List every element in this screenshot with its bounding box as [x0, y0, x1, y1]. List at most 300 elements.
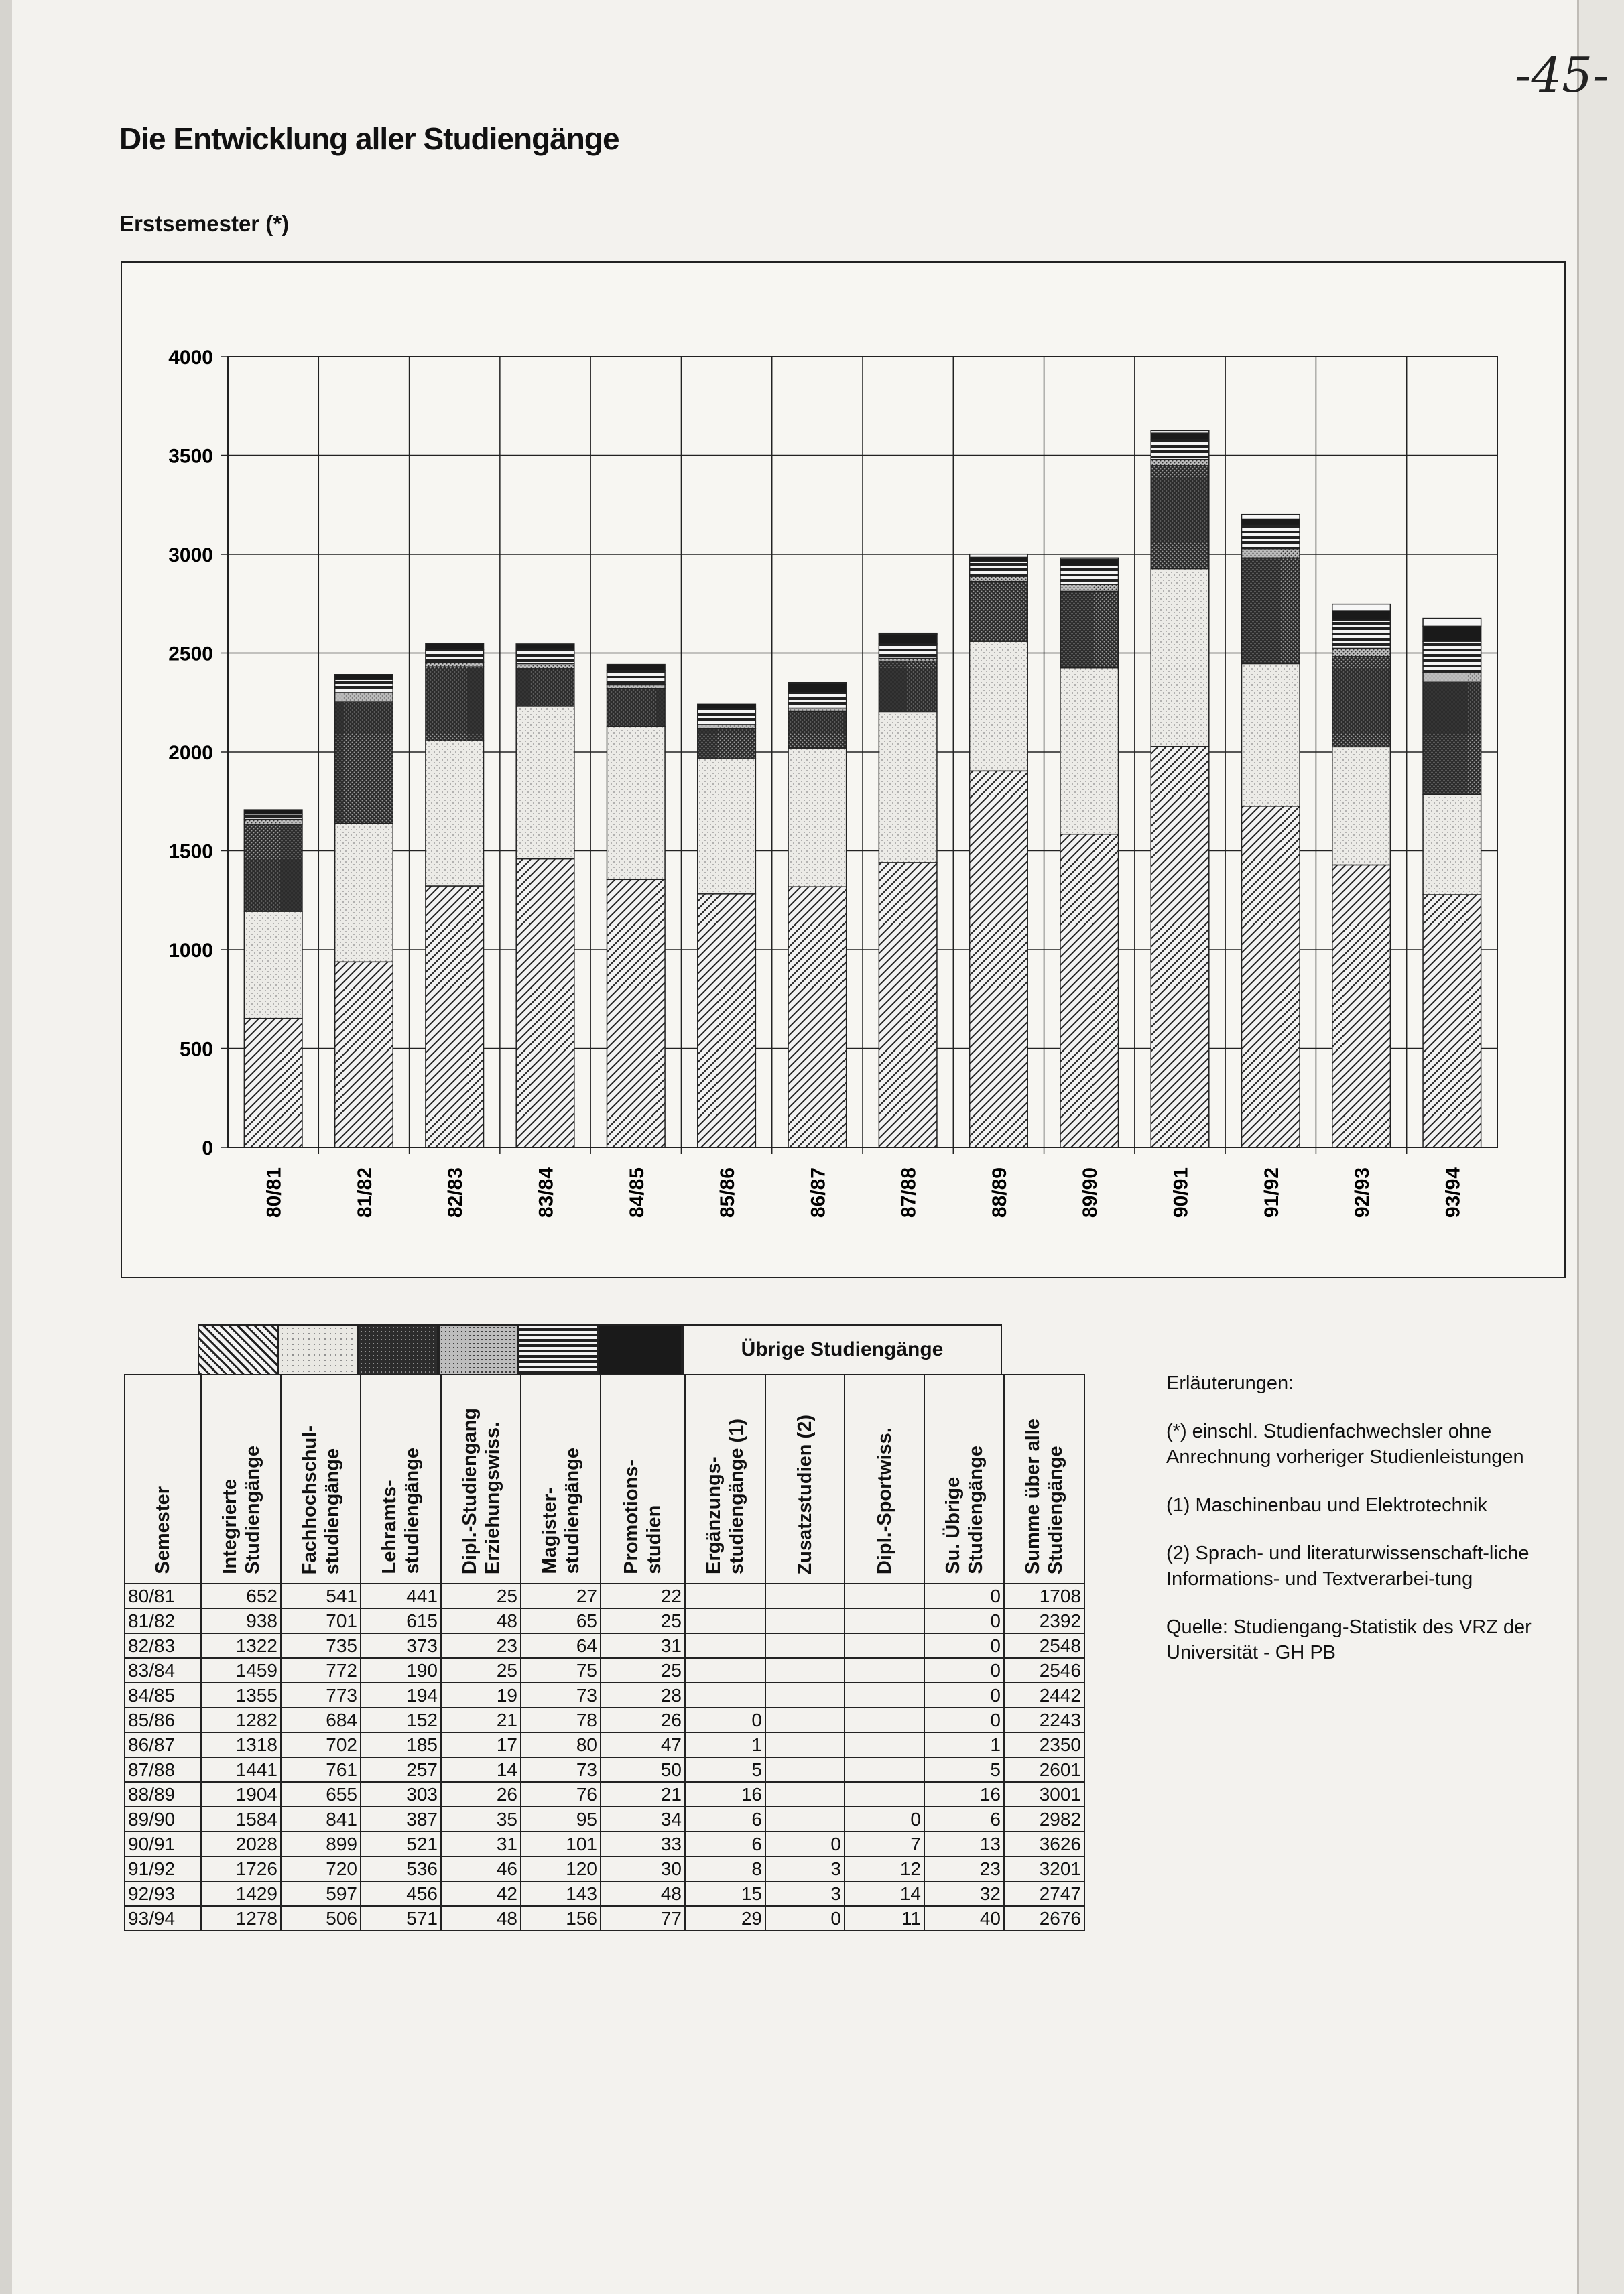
bar-segment — [335, 962, 393, 1147]
y-tick-label: 4000 — [168, 346, 213, 369]
table-row — [125, 1708, 1084, 1732]
bar-segment — [1151, 747, 1209, 1147]
table-cell: 2747 — [1004, 1881, 1084, 1906]
table-cell: 101 — [521, 1832, 601, 1856]
x-tick-label: 89/90 — [1079, 1167, 1102, 1218]
table-cell: 456 — [361, 1881, 441, 1906]
bar-segment — [788, 692, 847, 708]
bar-segment — [516, 706, 574, 859]
bar-segment — [1151, 430, 1209, 433]
bar-segment — [516, 859, 574, 1147]
table-cell: 78 — [521, 1708, 601, 1732]
bar-segment — [516, 649, 574, 663]
table-cell: 15 — [685, 1881, 765, 1906]
bar-segment — [970, 562, 1028, 576]
chart-frame — [121, 261, 1566, 1278]
table-cell: 257 — [361, 1757, 441, 1782]
legend-swatch-lehramt — [358, 1324, 438, 1375]
bar-segment — [1151, 569, 1209, 747]
table-cell — [765, 1708, 845, 1732]
table-cell: 1429 — [201, 1881, 281, 1906]
legend-uebrige-studiengaenge: Übrige Studiengänge — [682, 1324, 1002, 1375]
note-source: Quelle: Studiengang-Statistik des VRZ der Universität - GH PB — [1166, 1616, 1532, 1663]
bar-segment — [788, 712, 847, 749]
table-cell: 735 — [281, 1633, 361, 1658]
bar-segment — [335, 680, 393, 692]
table-cell: 1441 — [201, 1757, 281, 1782]
bar-segment — [1332, 611, 1391, 620]
table-cell: 14 — [441, 1757, 521, 1782]
table-cell: 5 — [924, 1757, 1004, 1782]
table-cell: 25 — [441, 1584, 521, 1608]
header-sportwiss: Dipl.-Sportwiss. — [845, 1375, 924, 1584]
bar-segment — [607, 879, 665, 1147]
legend-swatch-integrierte — [198, 1324, 278, 1375]
table-cell: 2243 — [1004, 1708, 1084, 1732]
table-row — [125, 1782, 1084, 1807]
bar-segment — [1060, 566, 1119, 584]
data-table — [124, 1374, 1085, 1931]
header-lehramt: Lehramts- studiengänge — [361, 1375, 441, 1584]
bar-segment — [426, 643, 484, 649]
table-cell: 684 — [281, 1708, 361, 1732]
table-cell: 5 — [685, 1757, 765, 1782]
table-cell: 0 — [765, 1832, 845, 1856]
table-cell: 899 — [281, 1832, 361, 1856]
bar-segment — [516, 644, 574, 649]
table-cell-semester: 92/93 — [125, 1881, 201, 1906]
table-cell: 720 — [281, 1856, 361, 1881]
x-tick-label: 83/84 — [535, 1167, 558, 1218]
table-cell: 441 — [361, 1584, 441, 1608]
table-cell: 1584 — [201, 1807, 281, 1832]
bar-segment — [516, 663, 574, 668]
table-cell: 50 — [601, 1757, 685, 1782]
table-cell: 938 — [201, 1608, 281, 1633]
table-cell — [765, 1584, 845, 1608]
table-cell — [845, 1757, 924, 1782]
y-tick-label: 2000 — [168, 742, 213, 764]
table-cell: 1904 — [201, 1782, 281, 1807]
legend-swatch-erziehungswiss — [438, 1324, 518, 1375]
x-tick-label: 81/82 — [353, 1167, 376, 1218]
bar-segment — [970, 576, 1028, 582]
bar-segment — [698, 724, 756, 728]
table-cell: 0 — [765, 1906, 845, 1931]
bar-segment — [335, 692, 393, 702]
bar-segment — [1060, 834, 1119, 1147]
bar-segment — [879, 712, 937, 862]
table-cell — [845, 1584, 924, 1608]
table-cell-semester: 83/84 — [125, 1658, 201, 1683]
bar-segment — [1060, 591, 1119, 667]
table-cell: 73 — [521, 1757, 601, 1782]
chart-grid — [221, 357, 1497, 1154]
table-cell: 190 — [361, 1658, 441, 1683]
table-cell: 65 — [521, 1608, 601, 1633]
table-cell: 23 — [441, 1633, 521, 1658]
table-cell: 841 — [281, 1807, 361, 1832]
bar-segment — [1060, 584, 1119, 591]
legend-swatch-promotion — [598, 1324, 682, 1375]
table-cell: 3201 — [1004, 1856, 1084, 1881]
table-cell: 0 — [924, 1584, 1004, 1608]
table-cell-semester: 91/92 — [125, 1856, 201, 1881]
table-cell: 1355 — [201, 1683, 281, 1708]
table-cell: 156 — [521, 1906, 601, 1931]
bar-segment — [1151, 440, 1209, 460]
bar-segment — [698, 728, 756, 759]
table-row — [125, 1807, 1084, 1832]
x-tick-label: 88/89 — [988, 1167, 1011, 1218]
bar-segment — [1241, 806, 1300, 1147]
table-row — [125, 1584, 1084, 1608]
table-cell: 185 — [361, 1732, 441, 1757]
table-cell: 303 — [361, 1782, 441, 1807]
table-cell: 21 — [601, 1782, 685, 1807]
table-cell: 42 — [441, 1881, 521, 1906]
table-cell: 0 — [924, 1683, 1004, 1708]
bar-segment — [426, 741, 484, 886]
table-cell: 0 — [924, 1658, 1004, 1683]
x-tick-label: 91/92 — [1260, 1167, 1283, 1218]
table-cell: 120 — [521, 1856, 601, 1881]
header-summe: Summe über alle Studiengänge — [1004, 1375, 1084, 1584]
header-erziehungswiss: Dipl.-Studiengang Erziehungswiss. — [441, 1375, 521, 1584]
table-cell — [845, 1658, 924, 1683]
notes — [1166, 1371, 1542, 1688]
table-body — [125, 1584, 1084, 1931]
table-cell: 3626 — [1004, 1832, 1084, 1856]
bar-segment — [1332, 747, 1391, 865]
bar-segment — [788, 887, 847, 1147]
header-magister: Magister- studiengänge — [521, 1375, 601, 1584]
y-tick-label: 0 — [202, 1137, 213, 1159]
legend-swatch-magister — [518, 1324, 598, 1375]
table-cell: 536 — [361, 1856, 441, 1881]
table-cell: 35 — [441, 1807, 521, 1832]
bar-segment — [1151, 460, 1209, 466]
bar-segment — [1332, 620, 1391, 648]
bar-segment — [698, 894, 756, 1147]
bar-segment — [788, 683, 847, 692]
table-cell: 6 — [685, 1832, 765, 1856]
bar-segment — [879, 633, 937, 634]
table-cell: 6 — [685, 1807, 765, 1832]
y-axis — [168, 346, 213, 1159]
bar-segment — [1332, 865, 1391, 1147]
note-2: (2) Sprach- und literaturwissenschaft-liche Informations- und Textverarbei-tung — [1166, 1543, 1529, 1590]
table-cell: 27 — [521, 1584, 601, 1608]
table-row — [125, 1856, 1084, 1881]
x-tick-label: 86/87 — [807, 1167, 830, 1218]
bar-segment — [970, 554, 1028, 558]
bar-segment — [1423, 672, 1481, 682]
bar-segment — [788, 708, 847, 712]
table-cell: 21 — [441, 1708, 521, 1732]
x-tick-label: 92/93 — [1351, 1167, 1374, 1218]
table-cell: 33 — [601, 1832, 685, 1856]
note-star: (*) einschl. Studienfachwechsler ohne Anrechnung vorheriger Studienleistungen — [1166, 1421, 1524, 1468]
table-cell — [845, 1633, 924, 1658]
table-cell: 95 — [521, 1807, 601, 1832]
bar-segment — [879, 863, 937, 1147]
bar-segment — [879, 661, 937, 712]
table-cell-semester: 86/87 — [125, 1732, 201, 1757]
header-su-uebrige: Su. Übrige Studiengänge — [924, 1375, 1004, 1584]
bar-segment — [244, 810, 302, 814]
table-cell: 77 — [601, 1906, 685, 1931]
table-cell: 47 — [601, 1732, 685, 1757]
table-cell: 48 — [601, 1881, 685, 1906]
bar-segment — [1423, 895, 1481, 1147]
table-cell: 143 — [521, 1881, 601, 1906]
table-row — [125, 1881, 1084, 1906]
table-cell: 773 — [281, 1683, 361, 1708]
bar-segment — [607, 726, 665, 879]
table-cell: 11 — [845, 1906, 924, 1931]
table-cell-semester: 93/94 — [125, 1906, 201, 1931]
bar-segment — [1241, 663, 1300, 806]
table-cell: 22 — [601, 1584, 685, 1608]
x-tick-label: 80/81 — [263, 1167, 286, 1218]
table-cell: 2676 — [1004, 1906, 1084, 1931]
table-cell — [845, 1782, 924, 1807]
header-integrierte: Integrierte Studiengänge — [201, 1375, 281, 1584]
table-cell: 16 — [685, 1782, 765, 1807]
header-zusatz: Zusatzstudien (2) — [765, 1375, 845, 1584]
table-cell: 615 — [361, 1608, 441, 1633]
table-cell: 655 — [281, 1782, 361, 1807]
bar-segment — [698, 709, 756, 724]
bar-segment — [1423, 795, 1481, 895]
page-title: Die Entwicklung aller Studiengänge — [119, 121, 619, 156]
table-cell: 1708 — [1004, 1584, 1084, 1608]
table-cell: 25 — [441, 1658, 521, 1683]
header-fachhochschul: Fachhochschul- studiengänge — [281, 1375, 361, 1584]
table-cell: 2548 — [1004, 1633, 1084, 1658]
bar-segment — [1241, 549, 1300, 558]
table-cell: 0 — [924, 1708, 1004, 1732]
table-cell-semester: 90/91 — [125, 1832, 201, 1856]
table-cell: 1 — [685, 1732, 765, 1757]
bar-segment — [1423, 619, 1481, 627]
table-cell: 1726 — [201, 1856, 281, 1881]
bar-segment — [970, 641, 1028, 771]
table-cell — [765, 1633, 845, 1658]
table-cell: 0 — [685, 1708, 765, 1732]
y-tick-label: 1000 — [168, 940, 213, 962]
bar-segment — [426, 662, 484, 667]
table-cell: 48 — [441, 1608, 521, 1633]
bar-segment — [244, 820, 302, 824]
table-cell: 2392 — [1004, 1608, 1084, 1633]
table-cell: 75 — [521, 1658, 601, 1683]
page-number: -45- — [1515, 47, 1609, 103]
table-row — [125, 1658, 1084, 1683]
bar-segment — [1423, 682, 1481, 794]
table-row — [125, 1683, 1084, 1708]
table-row — [125, 1757, 1084, 1782]
table-cell: 506 — [281, 1906, 361, 1931]
bar-segment — [698, 759, 756, 894]
table-cell: 16 — [924, 1782, 1004, 1807]
table-cell — [765, 1807, 845, 1832]
bar-segment — [1241, 558, 1300, 663]
table-cell: 1322 — [201, 1633, 281, 1658]
bar-segment — [1241, 519, 1300, 525]
table-cell — [845, 1732, 924, 1757]
table-cell: 19 — [441, 1683, 521, 1708]
table-cell: 652 — [201, 1584, 281, 1608]
table-cell: 26 — [601, 1708, 685, 1732]
stacked-bar-chart — [122, 263, 1564, 1277]
bar-segment — [607, 665, 665, 670]
table-cell: 2350 — [1004, 1732, 1084, 1757]
table-cell: 17 — [441, 1732, 521, 1757]
table-cell: 0 — [924, 1633, 1004, 1658]
header-ergaenzung: Ergänzungs- studiengänge (1) — [685, 1375, 765, 1584]
y-tick-label: 1500 — [168, 840, 213, 863]
next-page-edge — [1577, 0, 1624, 2294]
table-cell: 3 — [765, 1881, 845, 1906]
table-cell: 1278 — [201, 1906, 281, 1931]
table-cell: 761 — [281, 1757, 361, 1782]
table-cell-semester: 81/82 — [125, 1608, 201, 1633]
bar-segment — [1151, 466, 1209, 569]
notes-heading: Erläuterungen: — [1166, 1373, 1294, 1394]
header-semester: Semester — [125, 1375, 201, 1584]
bar-segment — [244, 824, 302, 911]
bar-segment — [244, 1019, 302, 1147]
table-cell: 3 — [765, 1856, 845, 1881]
table-cell — [685, 1584, 765, 1608]
bar-segment — [426, 649, 484, 662]
table-cell — [765, 1658, 845, 1683]
table-cell-semester: 82/83 — [125, 1633, 201, 1658]
note-1: (1) Maschinenbau und Elektrotechnik — [1166, 1494, 1487, 1516]
table-cell: 2546 — [1004, 1658, 1084, 1683]
table-cell — [765, 1608, 845, 1633]
table-cell: 1 — [924, 1732, 1004, 1757]
table-cell: 541 — [281, 1584, 361, 1608]
bar-segment — [970, 582, 1028, 641]
table-header-row — [125, 1375, 1084, 1584]
table-cell: 1318 — [201, 1732, 281, 1757]
table-cell: 34 — [601, 1807, 685, 1832]
table-cell: 14 — [845, 1881, 924, 1906]
x-tick-label: 93/94 — [1442, 1167, 1464, 1218]
table-cell: 8 — [685, 1856, 765, 1881]
y-tick-label: 3500 — [168, 445, 213, 468]
table-cell: 28 — [601, 1683, 685, 1708]
table-cell: 1282 — [201, 1708, 281, 1732]
table-cell: 64 — [521, 1633, 601, 1658]
bar-segment — [1423, 626, 1481, 641]
table-cell: 76 — [521, 1782, 601, 1807]
table-cell — [765, 1683, 845, 1708]
table-cell-semester: 84/85 — [125, 1683, 201, 1708]
bar-segment — [788, 748, 847, 887]
table-cell-semester: 80/81 — [125, 1584, 201, 1608]
table-cell: 1459 — [201, 1658, 281, 1683]
bar-segment — [879, 644, 937, 659]
bar-segment — [970, 771, 1028, 1147]
table-cell-semester: 89/90 — [125, 1807, 201, 1832]
table-cell: 387 — [361, 1807, 441, 1832]
table-cell-semester: 88/89 — [125, 1782, 201, 1807]
bar-segment — [244, 814, 302, 820]
table-cell — [685, 1683, 765, 1708]
header-promotion: Promotions- studien — [601, 1375, 685, 1584]
chart-subtitle: Erstsemester (*) — [119, 211, 290, 236]
table-cell: 23 — [924, 1856, 1004, 1881]
table-cell: 32 — [924, 1881, 1004, 1906]
table-cell: 772 — [281, 1658, 361, 1683]
table-cell-semester: 85/86 — [125, 1708, 201, 1732]
table-row — [125, 1633, 1084, 1658]
table-cell: 3001 — [1004, 1782, 1084, 1807]
table-cell: 30 — [601, 1856, 685, 1881]
table-cell: 6 — [924, 1807, 1004, 1832]
table-cell: 25 — [601, 1608, 685, 1633]
bar-segment — [244, 911, 302, 1019]
bar-segment — [1332, 604, 1391, 611]
table-cell: 2982 — [1004, 1807, 1084, 1832]
bar-segment — [879, 634, 937, 644]
table-row — [125, 1906, 1084, 1931]
bar-segment — [1241, 525, 1300, 548]
bar-segment — [426, 667, 484, 741]
table-cell — [845, 1683, 924, 1708]
bar-segment — [1060, 668, 1119, 834]
bar-segment — [1423, 641, 1481, 672]
table-cell-semester: 87/88 — [125, 1757, 201, 1782]
bar-segment — [1060, 558, 1119, 559]
table-cell: 152 — [361, 1708, 441, 1732]
table-cell: 46 — [441, 1856, 521, 1881]
table-cell — [685, 1658, 765, 1683]
bar-segment — [607, 670, 665, 685]
bar-segment — [1241, 515, 1300, 519]
table-cell: 13 — [924, 1832, 1004, 1856]
bar-segment — [516, 669, 574, 706]
table-cell — [685, 1633, 765, 1658]
table-cell — [845, 1608, 924, 1633]
table-row — [125, 1732, 1084, 1757]
bar-segment — [607, 684, 665, 688]
bar-segment — [1151, 433, 1209, 440]
bar-segment — [335, 823, 393, 962]
y-tick-label: 2500 — [168, 643, 213, 665]
table-cell: 373 — [361, 1633, 441, 1658]
bar-segment — [607, 688, 665, 726]
table-cell: 2442 — [1004, 1683, 1084, 1708]
table-cell: 2601 — [1004, 1757, 1084, 1782]
x-tick-label: 82/83 — [444, 1167, 467, 1218]
table-cell: 2028 — [201, 1832, 281, 1856]
bar-segment — [1332, 657, 1391, 747]
table-cell: 7 — [845, 1832, 924, 1856]
table-cell: 597 — [281, 1881, 361, 1906]
bar-segment — [426, 886, 484, 1147]
table-cell — [765, 1757, 845, 1782]
table-cell: 702 — [281, 1732, 361, 1757]
table-row — [125, 1832, 1084, 1856]
table-cell: 0 — [845, 1807, 924, 1832]
bar-segment — [788, 683, 847, 684]
table-cell: 29 — [685, 1906, 765, 1931]
